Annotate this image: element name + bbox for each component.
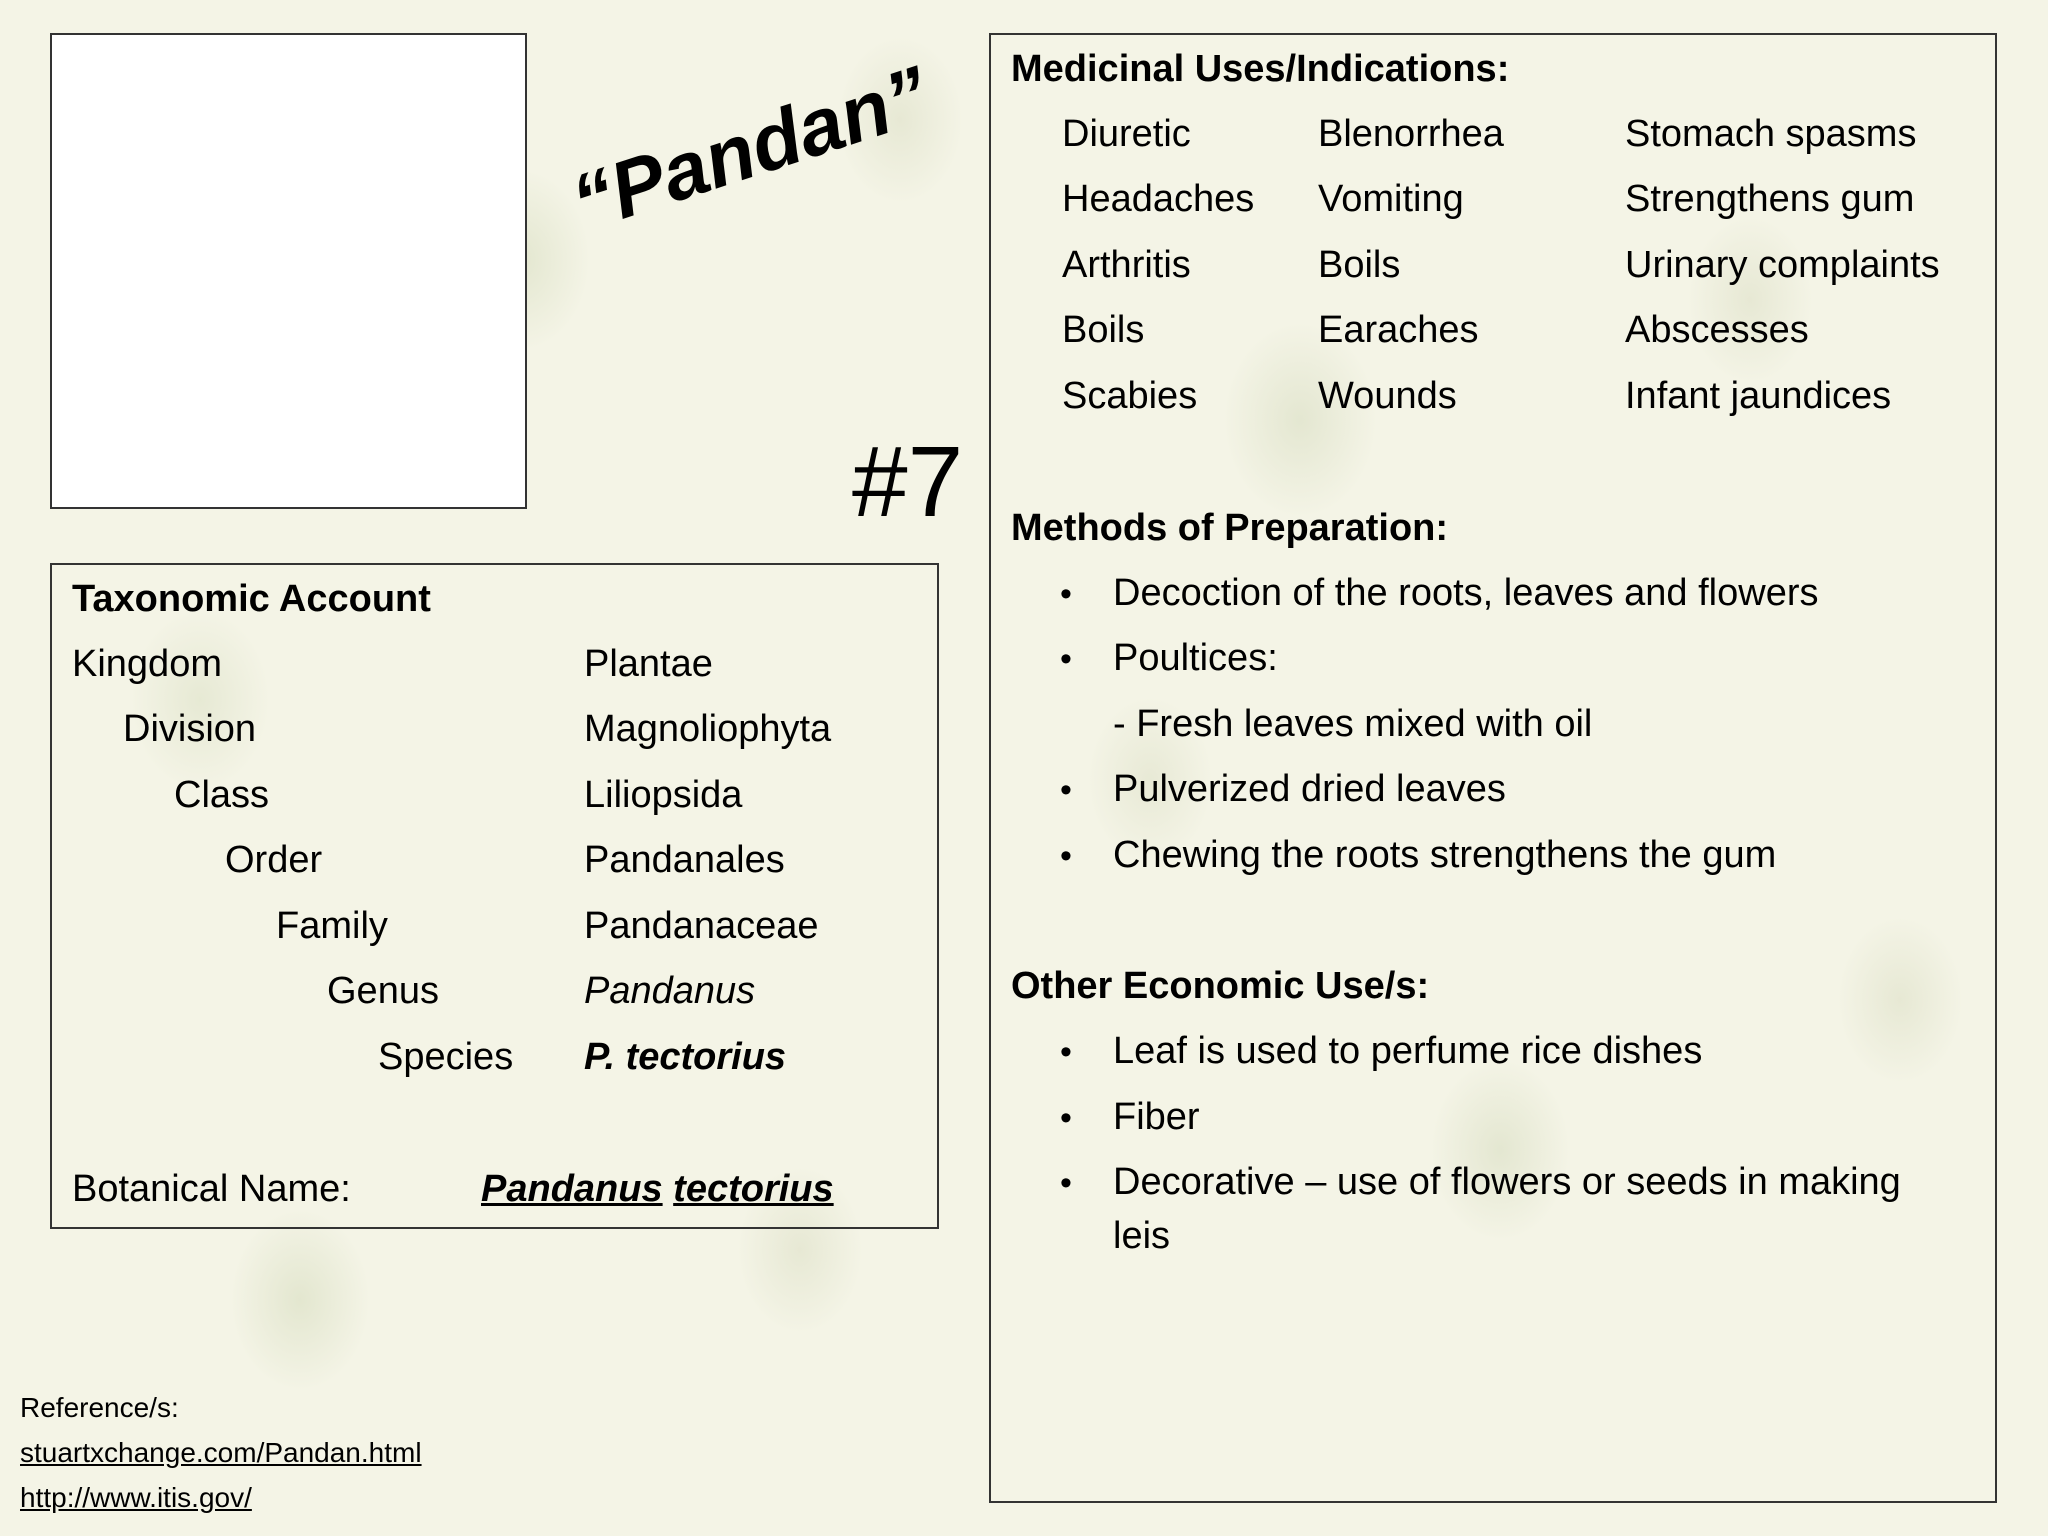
tax-value-class: Liliopsida	[584, 774, 743, 816]
tax-value-division: Magnoliophyta	[584, 708, 832, 750]
medicinal-item: Infant jaundices	[1625, 375, 1892, 417]
preparation-item: Pulverized dried leaves	[1113, 768, 1506, 810]
preparation-heading: Methods of Preparation:	[1011, 507, 1449, 549]
medicinal-item: Vomiting	[1318, 178, 1464, 220]
reference-link-stuartxchange[interactable]: stuartxchange.com/Pandan.html	[20, 1437, 422, 1468]
medicinal-item: Headaches	[1062, 178, 1255, 220]
economic-uses-heading: Other Economic Use/s:	[1011, 965, 1430, 1007]
bullet-icon: •	[1060, 1164, 1072, 1202]
medicinal-item: Boils	[1062, 309, 1145, 351]
medicinal-item: Boils	[1318, 244, 1401, 286]
medicinal-item: Scabies	[1062, 375, 1198, 417]
tax-value-genus: Pandanus	[584, 970, 756, 1012]
bullet-icon: •	[1060, 1099, 1072, 1137]
preparation-item: Chewing the roots strengthens the gum	[1113, 834, 1777, 876]
medicinal-item: Urinary complaints	[1625, 244, 1940, 286]
preparation-item: Decoction of the roots, leaves and flowers	[1113, 572, 1819, 614]
medicinal-item: Wounds	[1318, 375, 1457, 417]
medicinal-item: Stomach spasms	[1625, 113, 1917, 155]
botanical-name-value	[481, 1168, 834, 1211]
medicinal-uses-heading: Medicinal Uses/Indications:	[1011, 48, 1510, 90]
medicinal-item: Blenorrhea	[1318, 113, 1504, 155]
economic-item: Leaf is used to perfume rice dishes	[1113, 1030, 1703, 1072]
medicinal-item: Diuretic	[1062, 113, 1191, 155]
bullet-icon: •	[1060, 771, 1072, 809]
tax-value-family: Pandanaceae	[584, 905, 819, 947]
tax-rank-order: Order	[225, 839, 323, 881]
tax-value-kingdom: Plantae	[584, 643, 713, 685]
specimen-photo-placeholder	[50, 33, 527, 509]
medicinal-item: Earaches	[1318, 309, 1479, 351]
medicinal-item: Abscesses	[1625, 309, 1809, 351]
tax-rank-species: Species	[378, 1036, 514, 1078]
bullet-icon: •	[1060, 837, 1072, 875]
references-label: Reference/s:	[20, 1392, 179, 1423]
medicinal-item: Arthritis	[1062, 244, 1191, 286]
tax-rank-division: Division	[123, 708, 257, 750]
reference-link-itis[interactable]: http://www.itis.gov/	[20, 1482, 252, 1513]
economic-item-continued: leis	[1113, 1215, 1171, 1257]
bullet-icon: •	[1060, 575, 1072, 613]
plant-common-name: “Pandan”	[561, 49, 940, 248]
tax-rank-class: Class	[174, 774, 270, 816]
tax-rank-family: Family	[276, 905, 388, 947]
economic-item: Fiber	[1113, 1096, 1200, 1138]
economic-item: Decorative – use of flowers or seeds in making	[1113, 1161, 1901, 1203]
botanical-name-label: Botanical Name:	[72, 1168, 351, 1210]
taxonomy-heading: Taxonomic Account	[72, 578, 431, 620]
tax-value-species: P. tectorius	[584, 1036, 787, 1078]
botanical-genus: Pandanus	[481, 1168, 663, 1210]
tax-rank-kingdom: Kingdom	[72, 643, 222, 685]
card-number: #7	[852, 426, 964, 538]
bullet-icon: •	[1060, 1033, 1072, 1071]
medicinal-item: Strengthens gum	[1625, 178, 1915, 220]
preparation-item: Poultices:	[1113, 637, 1278, 679]
tax-value-order: Pandanales	[584, 839, 785, 881]
tax-rank-genus: Genus	[327, 970, 439, 1012]
botanical-species: tectorius	[673, 1168, 834, 1210]
bullet-icon: •	[1060, 640, 1072, 678]
preparation-sub-item: - Fresh leaves mixed with oil	[1113, 703, 1593, 745]
